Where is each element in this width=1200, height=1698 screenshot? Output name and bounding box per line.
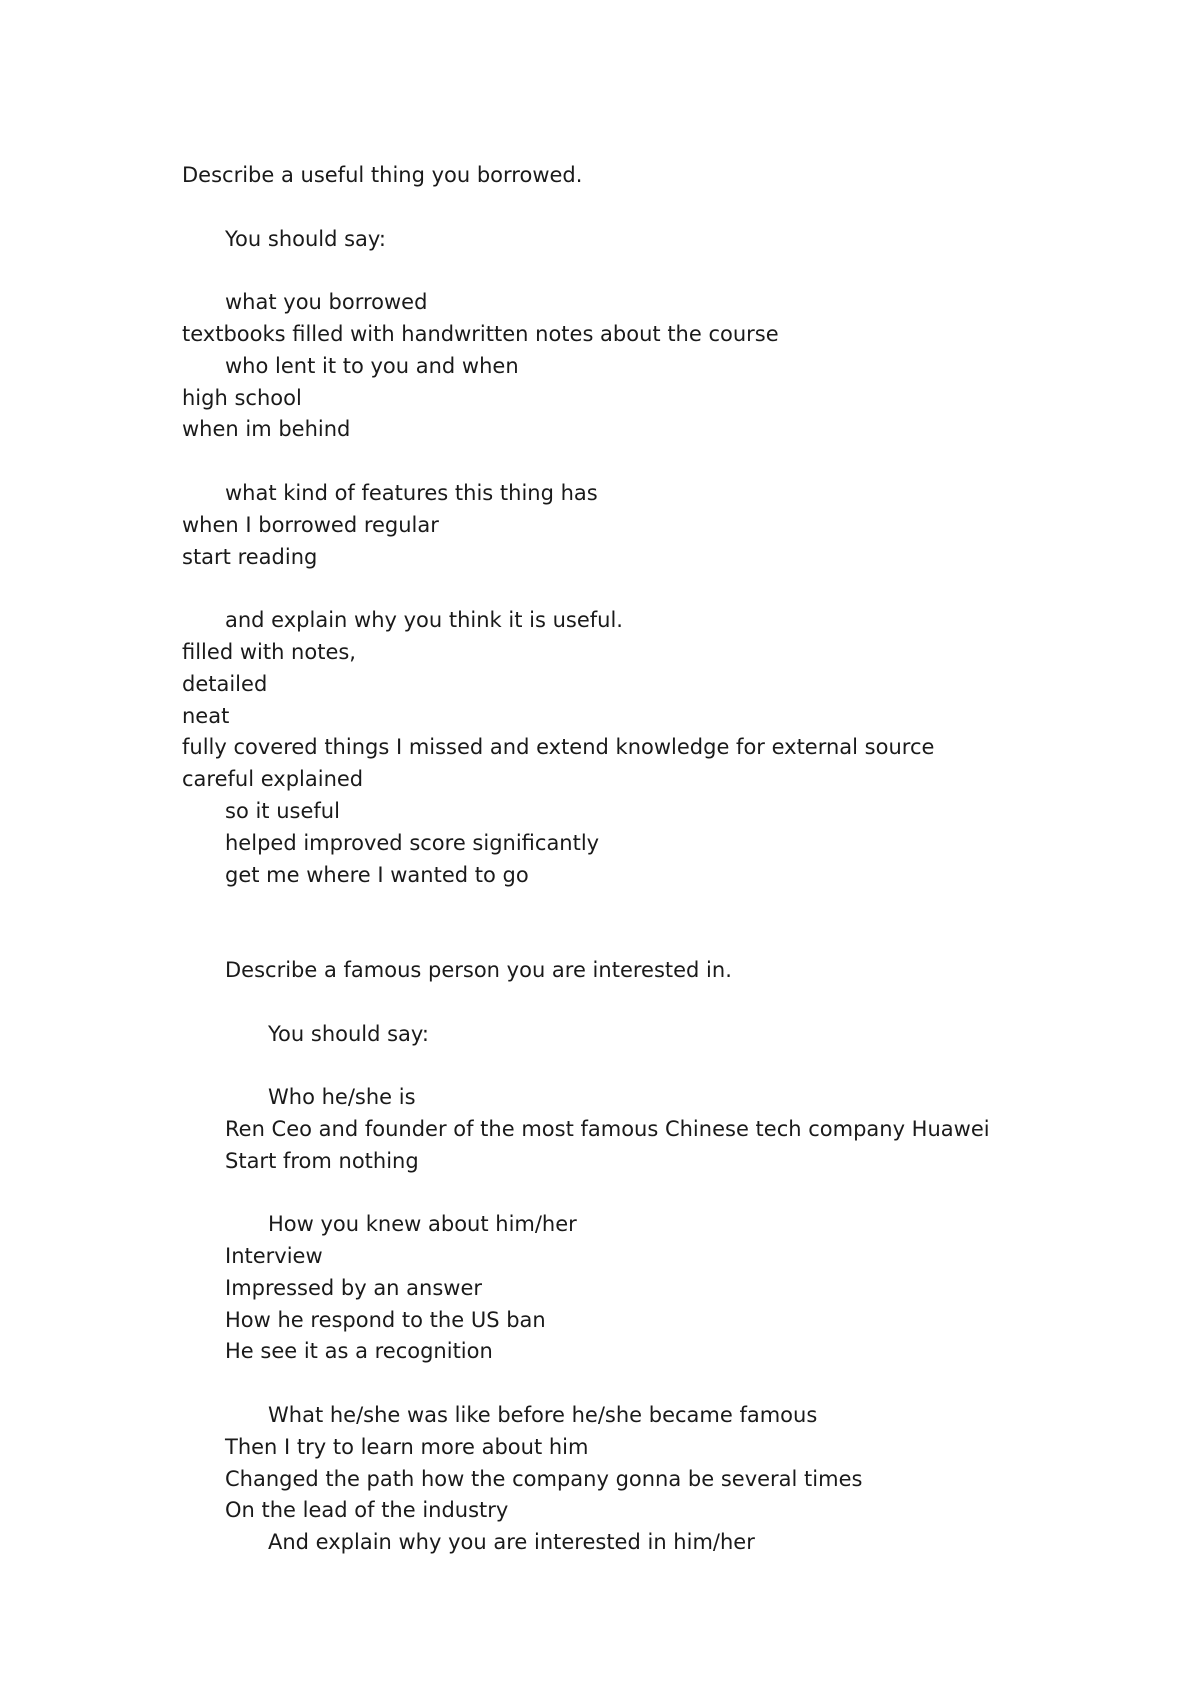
text-line: Describe a famous person you are interested in. (225, 957, 732, 982)
text-line: He see it as a recognition (225, 1339, 493, 1364)
text-line: Changed the path how the company gonna be several times (225, 1466, 863, 1491)
text-line: start reading (182, 544, 318, 569)
text-line: fully covered things I missed and extend knowledge for external source (182, 735, 935, 760)
text-line: when im behind (182, 417, 351, 442)
text-line: How you knew about him/her (268, 1212, 577, 1237)
text-line: helped improved score significantly (225, 830, 600, 855)
text-line: Who he/she is (268, 1085, 416, 1110)
blank-line (182, 987, 1082, 1019)
blank-line (182, 1368, 1082, 1400)
text-line: On the lead of the industry (225, 1498, 509, 1523)
text-line: get me where I wanted to go (225, 862, 529, 887)
text-line: so it useful (225, 798, 340, 823)
text-line: You should say: (225, 226, 386, 251)
text-line: what you borrowed (225, 290, 428, 315)
text-line: careful explained (182, 767, 364, 792)
text-line: detailed (182, 671, 268, 696)
blank-line (182, 255, 1082, 287)
text-line: neat (182, 703, 230, 728)
text-line: Then I try to learn more about him (225, 1434, 589, 1459)
blank-line (182, 192, 1082, 224)
text-line: Start from nothing (225, 1148, 419, 1173)
text-line: who lent it to you and when (225, 353, 519, 378)
text-line: How he respond to the US ban (225, 1307, 546, 1332)
text-line: what kind of features this thing has (225, 480, 598, 505)
text-line: Describe a useful thing you borrowed. (182, 163, 583, 187)
blank-line (182, 891, 1082, 923)
text-line: high school (182, 385, 302, 410)
blank-line (182, 1178, 1082, 1210)
blank-line (182, 923, 1082, 955)
text-line: You should say: (268, 1021, 429, 1046)
text-line: And explain why you are interested in him/her (268, 1530, 755, 1555)
text-line: Impressed by an answer (225, 1275, 483, 1300)
text-line: Interview (225, 1244, 323, 1269)
text-line: Ren Ceo and founder of the most famous Chinese tech company Huawei (225, 1116, 990, 1141)
blank-line (182, 1050, 1082, 1082)
text-line: filled with notes, (182, 639, 356, 664)
text-line: and explain why you think it is useful. (225, 608, 623, 633)
blank-line (182, 573, 1082, 605)
blank-line (182, 446, 1082, 478)
document-body (182, 160, 1082, 1559)
text-line: when I borrowed regular (182, 512, 439, 537)
text-line: textbooks filled with handwritten notes about the course (182, 321, 779, 346)
text-line: What he/she was like before he/she became famous (268, 1403, 818, 1428)
